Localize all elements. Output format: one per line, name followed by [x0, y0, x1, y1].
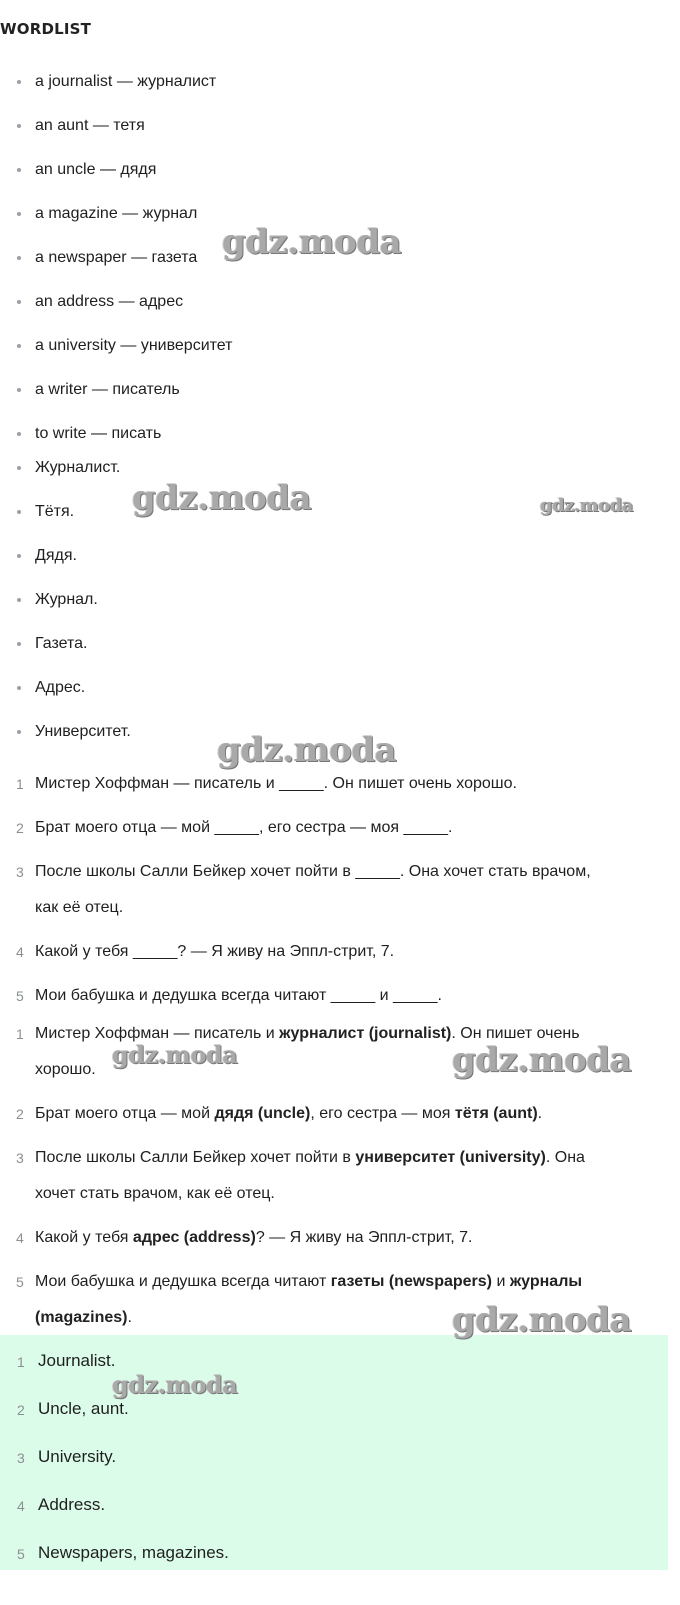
item-text: Какой у тебя _____? — Я живу на Эппл-стрит, 7. [35, 943, 395, 960]
watermark: gdz.moda [132, 478, 312, 518]
bullet-dot [17, 686, 21, 690]
bullet-dot [17, 466, 21, 470]
answer-text: Uncle, aunt. [38, 1399, 129, 1418]
watermark: gdz.moda [540, 495, 633, 516]
item-number: 2 [16, 1106, 24, 1122]
item-text: Мои бабушка и дедушка всегда читают газеты (newspapers) и журналы (magazines). [35, 1273, 583, 1326]
bullet-dot [17, 598, 21, 602]
item-text: Брат моего отца — мой дядя (uncle), его сестра — моя тётя (aunt). [35, 1105, 543, 1122]
watermark: gdz.moda [112, 1370, 238, 1399]
item-number: 1 [17, 1354, 25, 1370]
item-text: После школы Салли Бейкер хочет пойти в университет (university). Она хочет стать врачом, как её отец. [35, 1149, 585, 1202]
watermark: gdz.moda [452, 1300, 632, 1340]
item-number: 5 [16, 988, 24, 1004]
item-number: 5 [17, 1546, 25, 1562]
watermark: gdz.moda [452, 1040, 632, 1080]
item-text: Мои бабушка и дедушка всегда читают _____ и _____. [35, 987, 442, 1004]
answer-text: Address. [38, 1495, 106, 1514]
item-text: Мистер Хоффман — писатель и журналист (journalist). Он пишет очень хорошо. [35, 1025, 580, 1078]
bullet-dot [17, 168, 21, 172]
item-number: 1 [16, 1026, 24, 1042]
watermark: gdz.moda [222, 222, 402, 262]
item-number: 3 [17, 1450, 25, 1466]
answers-box [0, 1335, 668, 1570]
bullet-dot [17, 432, 21, 436]
bullet-dot [17, 554, 21, 558]
bullet-dot [17, 388, 21, 392]
item-text: Мистер Хоффман — писатель и _____. Он пишет очень хорошо. [35, 775, 517, 792]
bullet-dot [17, 642, 21, 646]
watermark: gdz.moda [112, 1040, 238, 1069]
bullet-dot [17, 212, 21, 216]
bullet-dot [17, 256, 21, 260]
answer-text: Newspapers, magazines. [38, 1543, 229, 1562]
item-number: 2 [17, 1402, 25, 1418]
bullet-dot [17, 510, 21, 514]
bullet-dot [17, 344, 21, 348]
item-text: После школы Салли Бейкер хочет пойти в _____. Она хочет стать врачом, как её отец. [35, 863, 591, 916]
bullet-dot [17, 300, 21, 304]
item-number: 4 [16, 1230, 24, 1246]
item-text: Брат моего отца — мой _____, его сестра — моя _____. [35, 819, 453, 836]
item-number: 5 [16, 1274, 24, 1290]
wordlist-title: WORDLIST [0, 20, 92, 38]
item-text: Какой у тебя адрес (address)? — Я живу на Эппл-стрит, 7. [35, 1229, 473, 1246]
bullet-dot [17, 124, 21, 128]
item-number: 4 [16, 944, 24, 960]
item-number: 1 [16, 776, 24, 792]
item-number: 2 [16, 820, 24, 836]
item-number: 3 [16, 1150, 24, 1166]
answer-text: Journalist. [38, 1351, 116, 1370]
answer-text: University. [38, 1447, 117, 1466]
watermark: gdz.moda [217, 730, 397, 770]
bullet-dot [17, 80, 21, 84]
bullet-dot [17, 730, 21, 734]
item-number: 3 [16, 864, 24, 880]
item-number: 4 [17, 1498, 25, 1514]
